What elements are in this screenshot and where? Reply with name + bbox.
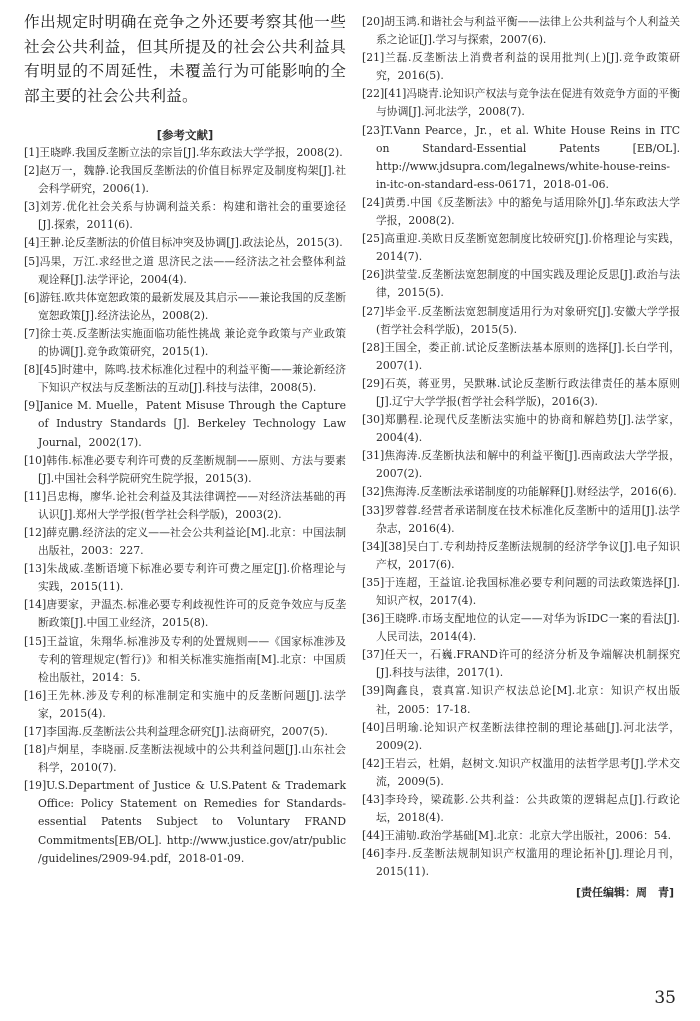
reference-item: [26]洪莹莹.反垄断法宽恕制度的中国实践及理论反思[J].政治与法律，2015(5). [362, 268, 680, 300]
reference-item: [21]兰磊.反垄断法上消费者利益的误用批判(上)[J].竞争政策研究，2016(5). [362, 51, 680, 83]
reference-item: [12]薛克鹏.经济法的定义——社会公共利益论[M].北京：中国法制出版社，2003：227. [24, 525, 346, 558]
reference-item: [3]刘芳.优化社会关系与协调利益关系：构建和谐社会的重要途径[J].探索，2011(6). [24, 200, 346, 232]
reference-item: [36]王晓晔.市场支配地位的认定——对华为诉IDC一案的看法[J].人民司法，2014(4). [362, 612, 680, 644]
reference-item: [40]吕明瑜.论知识产权垄断法律控制的理论基础[J].河北法学，2009(2). [362, 720, 680, 752]
reference-item: [6]游钰.欧共体宽恕政策的最新发展及其启示——兼论我国的反垄断宽恕政策[J].经济法论丛，2008(2). [24, 290, 346, 322]
reference-item: [5]冯果，万江.求经世之道 思济民之法——经济法之社会整体利益观诠释[J].法学评论，2004(4). [24, 254, 346, 286]
reference-item: [31]焦海涛.反垄断执法和解中的利益平衡[J].西南政法大学学报，2007(2). [362, 449, 680, 481]
reference-item: [43]李玲玲，梁疏影.公共利益：公共政策的逻辑起点[J].行政论坛，2018(4). [362, 793, 680, 825]
reference-item: [15]王益谊，朱翔华.标准涉及专利的处置规则——《国家标准涉及专利的管理规定(暂行)》和相关标准实施指南[M].北京：中国质检出版社，2014：5. [24, 634, 346, 684]
reference-item: [9]Janice M. Muelle，Patent Misuse Through the Capture of Industry Standards [J]. Berkeley Technology Law Journal，2002(17). [24, 399, 346, 449]
reference-item: [19]U.S.Department of Justice & U.S.Patent & Trademark Office: Policy Statement on Remedies for Standards-essential Patents Subject to Voluntary FRAND Commitments[EB/OL]. http://www.justice.gov/atr/public /guidelines/2909-94.pdf，2018-01-09. [24, 779, 346, 865]
reference-item: [32]焦海涛.反垄断法承诺制度的功能解释[J].财经法学，2016(6). [362, 485, 677, 499]
reference-item: [1]王晓晔.我国反垄断立法的宗旨[J].华东政法大学学报，2008(2). [24, 146, 343, 159]
reference-item: [39]陶鑫良，袁真富.知识产权法总论[M].北京：知识产权出版社，2005：17-18. [362, 684, 680, 716]
reference-item: [35]于连超，王益谊.论我国标准必要专利问题的司法政策选择[J].知识产权，2017(4). [362, 575, 680, 607]
reference-item: [13]朱战威.垄断语境下标准必要专利许可费之厘定[J].价格理论与实践，2015(11). [24, 562, 346, 594]
body-paragraph: 作出规定时明确在竞争之外还要考察其他一些社会公共利益，但其所提及的社会公共利益具有明显的不周延性，未覆盖行为可能影响的全部主要的社会公共利益。 [24, 13, 346, 105]
reference-item: [46]李丹.反垄断法规制知识产权滥用的理论拓补[J].理论月刊，2015(11). [362, 847, 680, 879]
reference-item: [29]石英，蒋亚男，吴默琳.试论反垄断行政法律责任的基本原则[J].辽宁大学学报(哲学社会科学版)，2016(3). [362, 376, 680, 408]
reference-list-right [362, 13, 680, 882]
reference-item: [18]卢炯星，李晓丽.反垄断法视域中的公共利益问题[J].山东社会科学，2010(7). [24, 743, 346, 775]
reference-item: [10]韩伟.标准必要专利许可费的反垄断规制——原则、方法与要素[J].中国社会科学院研究生院学报，2015(3). [24, 453, 346, 485]
reference-item: [44]王浦劬.政治学基础[M].北京：北京大学出版社，2006：54. [362, 829, 672, 843]
editor-note: [责任编辑：周 青] [575, 885, 674, 899]
reference-item: [23]T.Vann Pearce，Jr.，et al. White House Reins in ITC on Standard-Essential Patents [EB/OL]. http://www.jdsupra.com/legalnews/white-house-reins-in-itc-on-standard-ess-06171，2018-01-06. [362, 123, 680, 191]
reference-item: [8][45]时建中，陈鸣.技术标准化过程中的利益平衡——兼论新经济下知识产权法与反垄断法的互动[J].科技与法律，2008(5). [24, 363, 346, 395]
reference-item: [28]王国全，娄正前.试论反垄断法基本原则的选择[J].长白学刊，2007(1). [362, 340, 680, 372]
reference-item: [11]吕忠梅，廖华.论社会利益及其法律调控——对经济法基础的再认识[J].郑州大学学报(哲学社会科学版)，2003(2). [24, 489, 346, 521]
references-heading: [参考文献] [156, 128, 214, 142]
left-column [24, 0, 346, 868]
reference-item: [24]黄勇.中国《反垄断法》中的豁免与适用除外[J].华东政法大学学报，2008(2). [362, 195, 680, 228]
right-column [362, 13, 680, 902]
reference-list-left [24, 144, 346, 868]
reference-item: [27]毕金平.反垄断法宽恕制度适用行为对象研究[J].安徽大学学报(哲学社会科学版)，2015(5). [362, 304, 680, 336]
reference-item: [7]徐士英.反垄断法实施面临功能性挑战 兼论竞争政策与产业政策的协调[J].竞争政策研究，2015(1). [24, 326, 346, 359]
reference-item: [37]任天一，石巍.FRAND许可的经济分析及争端解决机制探究[J].科技与法律，2017(1). [362, 648, 680, 680]
reference-item: [20]胡玉鸿.和谐社会与利益平衡——法律上公共利益与个人利益关系之论证[J].学习与探索，2007(6). [362, 15, 680, 47]
reference-item: [17]李国海.反垄断法公共利益理念研究[J].法商研究，2007(5). [24, 725, 328, 738]
reference-item: [30]郑鹏程.论现代反垄断法实施中的协商和解趋势[J].法学家，2004(4). [362, 413, 680, 445]
reference-item: [14]唐要家，尹温杰.标准必要专利歧视性许可的反竞争效应与反垄断政策[J].中国工业经济，2015(8). [24, 598, 346, 630]
reference-item: [34][38]吴白丁.专利劫持反垄断法规制的经济学争议[J].电子知识产权，2017(6). [362, 539, 680, 571]
reference-item: [2]赵万一，魏静.论我国反垄断法的价值目标界定及制度构架[J].社会科学研究，2006(1). [24, 164, 346, 196]
reference-item: [4]王翀.论反垄断法的价值目标冲突及协调[J].政法论丛，2015(3). [24, 236, 343, 250]
reference-item: [42]王岩云，杜娟，赵树文.知识产权滥用的法哲学思考[J].学术交流，2009(5). [362, 756, 680, 788]
reference-item: [22][41]冯晓青.论知识产权法与竞争法在促进有效竞争方面的平衡与协调[J].河北法学，2008(7). [362, 87, 680, 119]
page-number: 35 [654, 988, 676, 1008]
reference-item: [25]高重迎.美欧日反垄断宽恕制度比较研究[J].价格理论与实践，2014(7). [362, 232, 680, 264]
reference-item: [16]王先林.涉及专利的标准制定和实施中的反垄断问题[J].法学家，2015(4). [24, 688, 346, 720]
reference-item: [33]罗蓉蓉.经营者承诺制度在技术标准化反垄断中的适用[J].法学杂志，2016(4). [362, 503, 680, 535]
